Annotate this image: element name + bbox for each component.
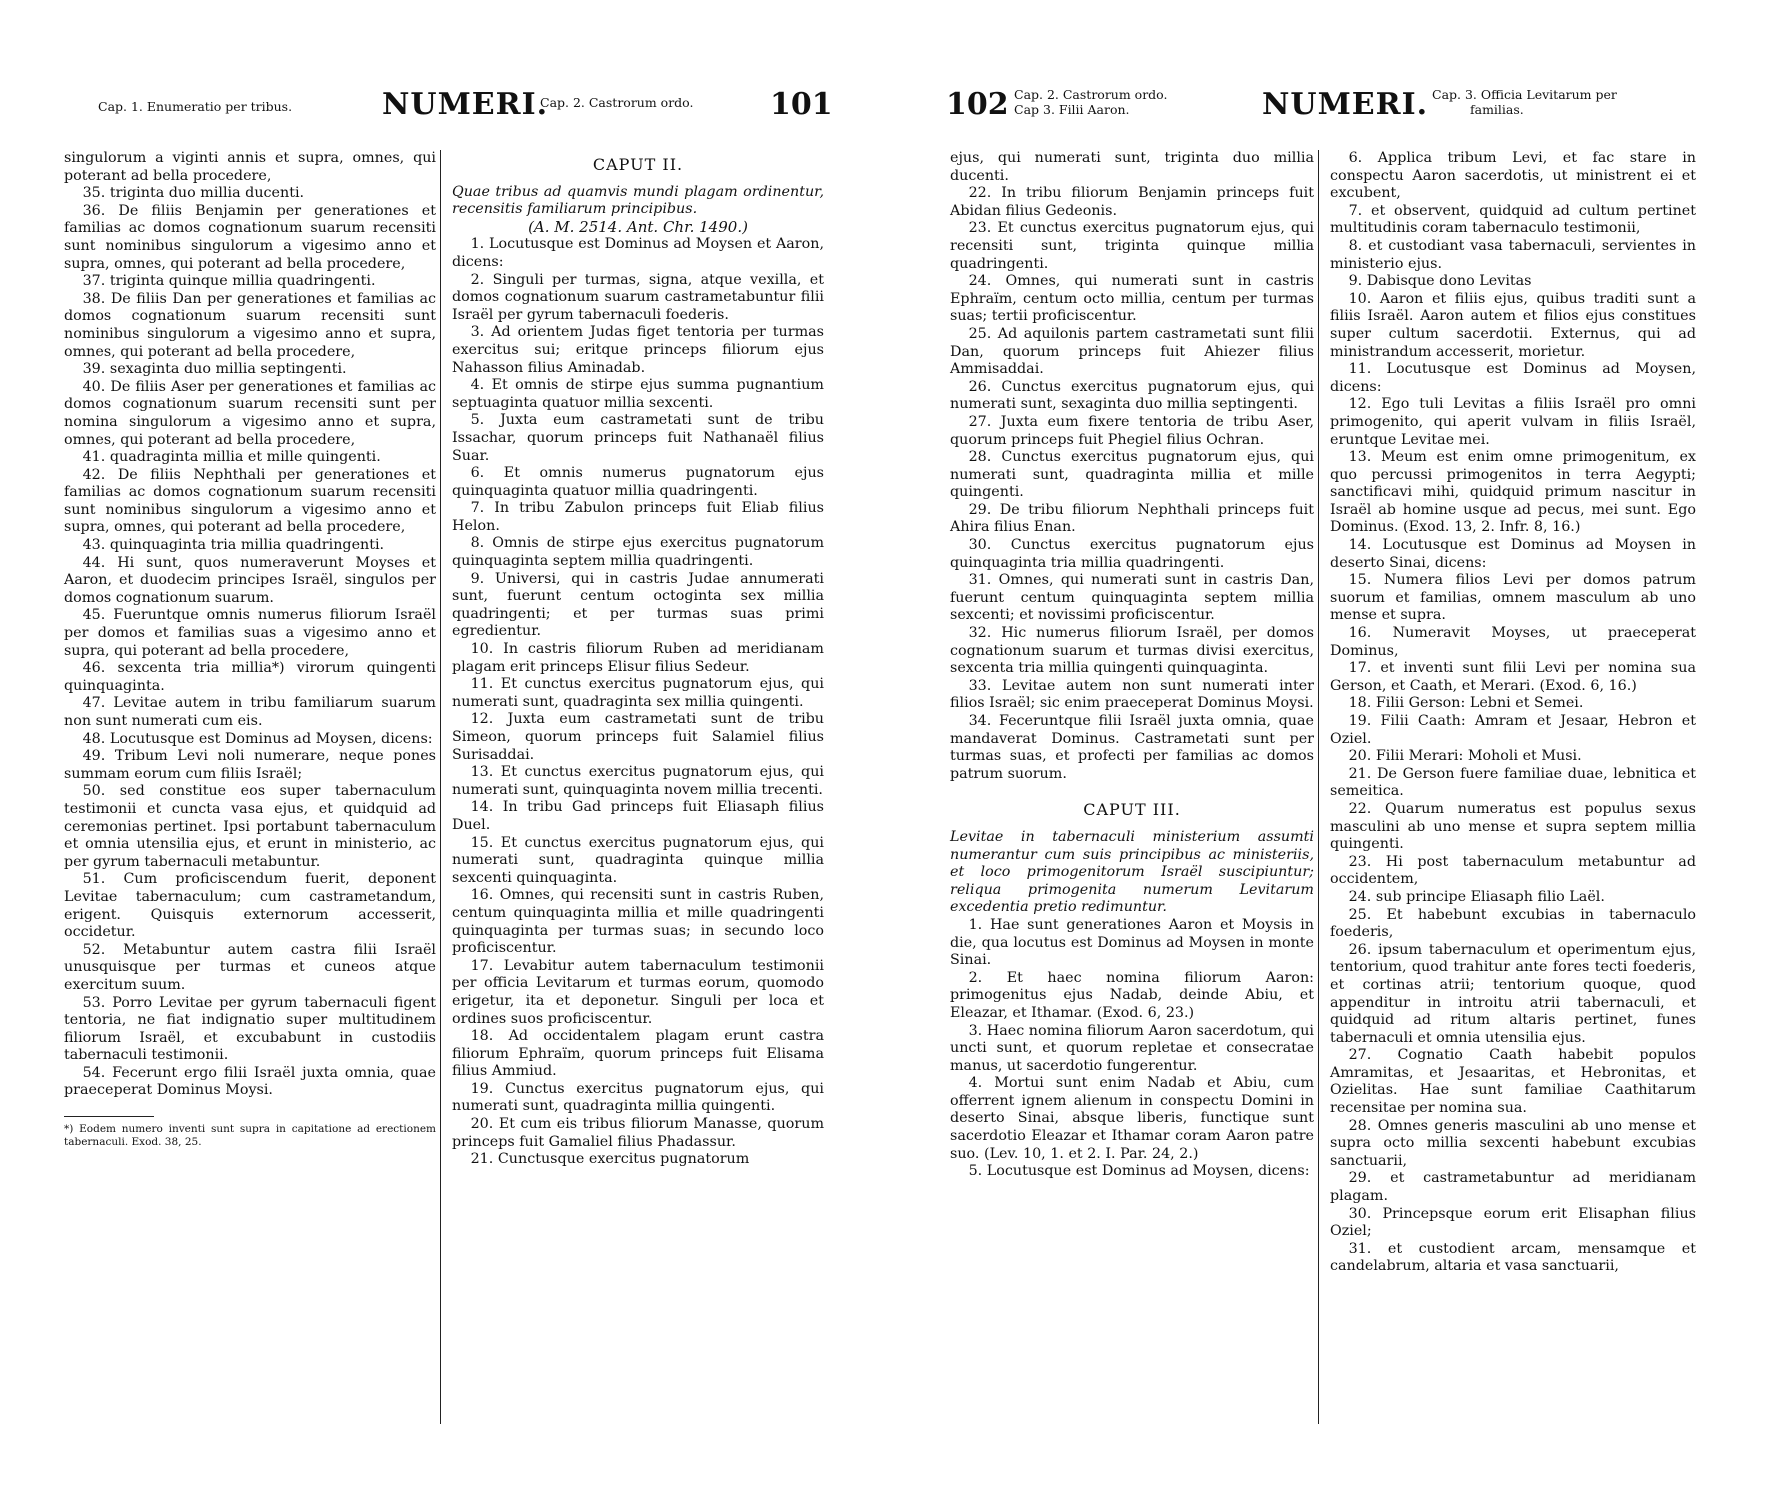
column-divider — [440, 150, 441, 1424]
verse: 21. De Gerson fuere familiae duae, lebnitica et semeitica. — [1330, 765, 1696, 800]
verse: 8. et custodiant vasa tabernaculi, servientes in ministerio ejus. — [1330, 237, 1696, 272]
verse: 44. Hi sunt, quos numeraverunt Moyses et Aaron, et duodecim principes Israël, singulos per domos cognationum suarum. — [64, 554, 436, 606]
verse: 40. De filiis Aser per generationes et familias ac domos cognationum suarum recensiti sunt per nomina singulorum a vigesimo anno et supra, omnes, qui poterant ad bella procedere, — [64, 378, 436, 448]
verse: 8. Omnis de stirpe ejus exercitus pugnatorum quinquaginta septem millia quadringenti. — [452, 535, 824, 570]
verse: 27. Juxta eum fixere tentoria de tribu Aser, quorum princeps fuit Phegiel filius Ochran. — [950, 413, 1314, 448]
verse: 19. Cunctus exercitus pugnatorum ejus, qui numerati sunt, quadraginta millia quingenti. — [452, 1080, 824, 1115]
chapter-summary: Quae tribus ad quamvis mundi plagam ordinentur, recensitis familiarum principibus. — [452, 183, 824, 218]
running-head-left-line-1: Cap. 2. Castrorum ordo. — [1014, 87, 1168, 102]
verse: 36. De filiis Benjamin per generationes et familias ac domos cognationum suarum recensiti sunt nominibus singulorum a vigesimo anno et supra, omnes, qui poterant ad bella procedere, — [64, 202, 436, 272]
verse: 26. ipsum tabernaculum et operimentum ejus, tentorium, quod trahitur ante fores tecti foederis, et cortinas atrii; tentorium quoque, quod appenditur in introitu atrii tabernaculi, et quidquid ad ritum altaris pertinet, funes tabernaculi et omnia utensilia ejus. — [1330, 941, 1696, 1046]
chapter-heading: CAPUT II. — [592, 155, 684, 174]
chapter-body — [452, 236, 824, 1168]
verse: 33. Levitae autem non sunt numerati inter filios Israël; sic enim praeceperat Dominus Moysi. — [950, 677, 1314, 712]
verse: 42. De filiis Nephthali per generationes et familias ac domos cognationum suarum recensiti sunt nominibus singulorum a vigesimo anno et supra, omnes, qui poterant ad bella procedere, — [64, 466, 436, 536]
verse: 9. Dabisque dono Levitas — [1348, 273, 1532, 290]
verse: 20. Filii Merari: Moholi et Musi. — [1348, 748, 1582, 765]
running-head-right-line-2: familias. — [1470, 102, 1524, 117]
verse: 10. In castris filiorum Ruben ad meridianam plagam erit princeps Elisur filius Sedeur. — [452, 641, 824, 675]
verse: 18. Ad occidentalem plagam erunt castra filiorum Ephraïm, quorum princeps fuit Elisama filius Ammiud. — [452, 1028, 824, 1080]
verse: 26. Cunctus exercitus pugnatorum ejus, qui numerati sunt, sexaginta duo millia septingenti. — [950, 378, 1314, 413]
verse: 46. sexcenta tria millia*) virorum quingenti quinquaginta. — [64, 660, 436, 694]
verse: 45. Fueruntque omnis numerus filiorum Israël per domos et familias suas a vigesimo anno et supra, qui poterant ad bella procedere, — [64, 607, 436, 659]
verse: 52. Metabuntur autem castra filii Israël unusquisque per turmas et cuneos atque exercitum suum. — [64, 941, 436, 993]
verse: 2. Singuli per turmas, signa, atque vexilla, et domos cognationum suarum castrametabuntur filii Israël per gyrum tabernaculi foederis. — [452, 271, 824, 323]
verse: 19. Filii Caath: Amram et Jesaar, Hebron et Oziel. — [1330, 713, 1696, 747]
verse: 20. Et cum eis tribus filiorum Manasse, quorum princeps fuit Gamaliel filius Phadassur. — [452, 1116, 824, 1150]
continued-text: singulorum a viginti annis et supra, omnes, qui poterant ad bella procedere, — [64, 150, 436, 184]
verse: 24. Omnes, qui numerati sunt in castris Ephraïm, centum octo millia, centum per turmas suas; tertii proficiscentur. — [950, 273, 1314, 325]
verse: 1. Hae sunt generationes Aaron et Moysis in die, qua locutus est Dominus ad Moysen in monte Sinai. — [950, 916, 1314, 969]
running-head-title: NUMERI. — [382, 87, 549, 122]
column-divider — [1318, 150, 1319, 1424]
verse: 21. Cunctusque exercitus pugnatorum — [470, 1151, 750, 1168]
verse: 7. In tribu Zabulon princeps fuit Eliab filius Helon. — [452, 500, 824, 534]
verse: 37. triginta quinque millia quadringenti. — [82, 273, 376, 290]
right-page-column-1 — [950, 150, 1314, 1181]
verse: 43. quinquaginta tria millia quadringenti. — [82, 537, 385, 554]
verse: 22. Quarum numeratus est populus sexus masculini ab uno mense et supra septem millia quingenti. — [1330, 800, 1696, 853]
verse: 5. Locutusque est Dominus ad Moysen, dicens: — [968, 1163, 1310, 1180]
verse: 9. Universi, qui in castris Judae annumerati sunt, fuerunt centum octoginta sex millia quadringenti; et per turmas suas primi egredientur. — [452, 570, 824, 640]
verse: 24. sub principe Eliasaph filio Laël. — [1348, 888, 1605, 905]
date-line: (A. M. 2514. Ant. Chr. 1490.) — [528, 217, 748, 236]
verse: 48. Locutusque est Dominus ad Moysen, dicens: — [82, 730, 433, 747]
verse: 35. triginta duo millia ducenti. — [82, 185, 305, 202]
verse: 7. et observent, quidquid ad cultum pertinet multitudinis coram tabernaculo testimonii, — [1330, 202, 1696, 237]
verse: 28. Omnes generis masculini ab uno mense et supra octo millia sexcenti habebunt excubias sanctuarii, — [1330, 1117, 1696, 1169]
verse: 23. Et cunctus exercitus pugnatorum ejus, qui recensiti sunt, triginta quinque millia quadringenti. — [950, 220, 1314, 272]
verse: 47. Levitae autem in tribu familiarum suarum non sunt numerati cum eis. — [64, 695, 436, 729]
verse: 29. et castrametabuntur ad meridianam plagam. — [1330, 1170, 1696, 1205]
verse: 31. et custodient arcam, mensamque et candelabrum, altaria et vasa sanctuarii, — [1330, 1240, 1696, 1275]
left-page-column-2 — [452, 150, 824, 1169]
verse: 34. Feceruntque filii Israël juxta omnia, quae mandaverat Dominus. Castrametati sunt per turmas suas, et profecti per familias ac domos patrum suorum. — [950, 713, 1314, 782]
page-number: 102 — [946, 87, 1009, 122]
verse: 15. Numera filios Levi per domos patrum suorum et familias, omnem masculum ab uno mense et supra. — [1330, 572, 1696, 624]
verse: 13. Meum est enim omne primogenitum, ex quo percussi primogenitos in terra Aegypti; sanctificavi mihi, quidquid primum nascitur in Israël ab homine usque ad pecus, mei sunt. Ego Dominus. (Exod. 13, 2. Infr. 8, 16.) — [1330, 449, 1696, 536]
verse: 3. Ad orientem Judas figet tentoria per turmas exercitus sui; eritque princeps filiorum ejus Nahasson filius Aminadab. — [452, 324, 824, 376]
verse: 14. In tribu Gad princeps fuit Eliasaph filius Duel. — [452, 799, 824, 833]
verse: 4. Mortui sunt enim Nadab et Abiu, cum offerrent ignem alienum in conspectu Domini in deserto Sinai, absque liberis, functique sunt sacerdotio Eleazar et Ithamar coram Aaron patre suo. (Lev. 10, 1. et 2. I. Par. 24, 2.) — [950, 1075, 1314, 1162]
verse: 6. Et omnis numerus pugnatorum ejus quinquaginta quatuor millia quadringenti. — [452, 465, 824, 499]
verse: 50. sed constitue eos super tabernaculum testimonii et cuncta vasa ejus, et quidquid ad ceremonias pertinet. Ipsi portabunt tabernaculum et omnia utensilia ejus, et erunt in ministerio, ac per gyrum tabernaculi metabuntur. — [64, 783, 436, 870]
verse: 12. Ego tuli Levitas a filiis Israël pro omni primogenito, qui aperit vulvam in filiis Israël, eruntque Levitae mei. — [1330, 396, 1696, 448]
running-head-right-text: Cap. 2. Castrorum ordo. — [540, 95, 694, 110]
verse: 53. Porro Levitae per gyrum tabernaculi figent tentoria, ne fiat indignatio super multitudinem filiorum Israël, et excubabunt in custodiis tabernaculi testimonii. — [64, 994, 436, 1064]
verse: 1. Locutusque est Dominus ad Moysen et Aaron, dicens: — [452, 236, 824, 270]
verse: 10. Aaron et filiis ejus, quibus traditi sunt a filiis Israël. Aaron autem et filios ejus constitues super cultum sacerdotii. Externus, qui ad ministrandum accesserit, morietur. — [1330, 290, 1696, 360]
footnote: *) Eodem numero inventi sunt supra in capitatione ad erectionem tabernaculi. Exod. 38, 25. — [64, 1123, 436, 1149]
verse: 25. Ad aquilonis partem castrametati sunt filii Dan, quorum princeps fuit Ahiezer filius Ammisaddai. — [950, 325, 1314, 378]
running-head-right-line-1: Cap. 3. Officia Levitarum per — [1432, 87, 1617, 102]
chapter-body — [950, 917, 1314, 1181]
running-head-title: NUMERI. — [1262, 87, 1429, 122]
verse: 5. Juxta eum castrametati sunt de tribu Issachar, quorum princeps fuit Nathanaël filius Suar. — [452, 412, 824, 464]
verse: 54. Fecerunt ergo filii Israël juxta omnia, quae praeceperat Dominus Moysi. — [64, 1064, 436, 1099]
left-page-column-1 — [64, 150, 436, 1149]
verse: 12. Juxta eum castrametati sunt de tribu Simeon, quorum princeps fuit Salamiel filius Surisaddai. — [452, 711, 824, 763]
verse: 14. Locutusque est Dominus ad Moysen in deserto Sinai, dicens: — [1330, 537, 1696, 571]
verse: 29. De tribu filiorum Nephthali princeps fuit Ahira filius Enan. — [950, 501, 1314, 536]
verse: 38. De filiis Dan per generationes et familias ac domos cognationum suarum recensiti sunt nominibus singulorum a vigesimo anno et supra, omnes, qui poterant ad bella procedere, — [64, 290, 436, 360]
verse: 32. Hic numerus filiorum Israël, per domos cognationum suarum et turmas divisi exercitus, sexcenta tria millia quingenti quinquaginta. — [950, 625, 1314, 677]
verse: 49. Tribum Levi noli numerare, neque pones summam eorum cum filiis Israël; — [64, 748, 436, 782]
running-head-left-text: Cap. 1. Enumeratio per tribus. — [98, 99, 293, 114]
running-head-right-page — [884, 88, 1768, 134]
running-head-left-line-2: Cap 3. Filii Aaron. — [1014, 102, 1130, 117]
footnote-rule — [64, 1116, 154, 1117]
verse: 16. Numeravit Moyses, ut praeceperat Dominus, — [1330, 625, 1696, 659]
verse: 41. quadraginta millia et mille quingenti. — [82, 449, 381, 466]
running-head-left-page — [0, 88, 884, 134]
verse: 18. Filii Gerson: Lebni et Semei. — [1348, 695, 1584, 712]
verse: 30. Cunctus exercitus pugnatorum ejus quinquaginta tria millia quadringenti. — [950, 537, 1314, 571]
verse: 13. Et cunctus exercitus pugnatorum ejus, qui numerati sunt, quinquaginta novem millia trecenti. — [452, 764, 824, 798]
verse: 28. Cunctus exercitus pugnatorum ejus, qui numerati sunt, quadraginta millia et mille quingenti. — [950, 449, 1314, 501]
verse: 16. Omnes, qui recensiti sunt in castris Ruben, centum quinquaginta millia et mille quadringenti quinquaginta per turmas suas; in secundo loco proficiscentur. — [452, 887, 824, 957]
verse: 22. In tribu filiorum Benjamin princeps fuit Abidan filius Gedeonis. — [950, 185, 1314, 219]
verse: 6. Applica tribum Levi, et fac stare in conspectu Aaron sacerdotis, ut ministrent ei et excubent, — [1330, 150, 1696, 202]
verse: 51. Cum proficiscendum fuerit, deponent Levitae tabernaculum; cum castrametandum, erigent. Quisquis externorum accesserit, occidetur. — [64, 871, 436, 941]
verse: 25. Et habebunt excubias in tabernaculo foederis, — [1330, 906, 1696, 941]
verse: 31. Omnes, qui numerati sunt in castris Dan, fuerunt centum quinquaginta septem millia sexcenti; et novissimi proficiscentur. — [950, 572, 1314, 624]
verse: 27. Cognatio Caath habebit populos Amramitas, et Jesaaritas, et Hebronitas, et Ozielitas. Hae sunt familiae Caathitarum recensitae per nomina sua. — [1330, 1047, 1696, 1117]
verse: 15. Et cunctus exercitus pugnatorum ejus, qui numerati sunt, quadraginta quinque millia sexcenti quinquaginta. — [452, 834, 824, 886]
right-page — [884, 0, 1768, 1500]
right-page-column-2 — [1330, 150, 1696, 1276]
verse: 11. Locutusque est Dominus ad Moysen, dicens: — [1330, 361, 1696, 395]
page-number: 101 — [770, 87, 833, 122]
verse: 17. Levabitur autem tabernaculum testimonii per officia Levitarum et turmas eorum, quomodo erigetur, ita et deponetur. Singuli per loca et ordines suos proficiscentur. — [452, 957, 824, 1027]
chapter-body — [950, 150, 1314, 783]
verse: 11. Et cunctus exercitus pugnatorum ejus, qui numerati sunt, quadraginta sex millia quingenti. — [452, 676, 824, 710]
verse: 17. et inventi sunt filii Levi per nomina sua Gerson, et Caath, et Merari. (Exod. 6, 16.) — [1330, 660, 1696, 694]
verse: 30. Princepsque eorum erit Elisaphan filius Oziel; — [1330, 1205, 1696, 1240]
verse: 23. Hi post tabernaculum metabuntur ad occidentem, — [1330, 853, 1696, 888]
verse: 39. sexaginta duo millia septingenti. — [82, 361, 347, 378]
verse: 3. Haec nomina filiorum Aaron sacerdotum, qui uncti sunt, et quorum repletae et consecratae manus, ut sacerdotio fungerentur. — [950, 1022, 1314, 1074]
verse: 4. Et omnis de stirpe ejus summa pugnantium septuaginta quatuor millia sexcenti. — [452, 377, 824, 411]
verse: 2. Et haec nomina filiorum Aaron: primogenitus ejus Nadab, deinde Abiu, et Eleazar, et Ithamar. (Exod. 6, 23.) — [950, 969, 1314, 1021]
chapter-summary: Levitae in tabernaculi ministerium assumti numerantur cum suis principibus ac ministeriis, et loco primogenitorum Israël suscipiuntur; reliqua primogenita numerum Levitarum excedentia pretio redimuntur. — [950, 828, 1314, 916]
chapter-heading: CAPUT III. — [1083, 800, 1181, 820]
continued-text: ejus, qui numerati sunt, triginta duo millia ducenti. — [950, 150, 1314, 184]
